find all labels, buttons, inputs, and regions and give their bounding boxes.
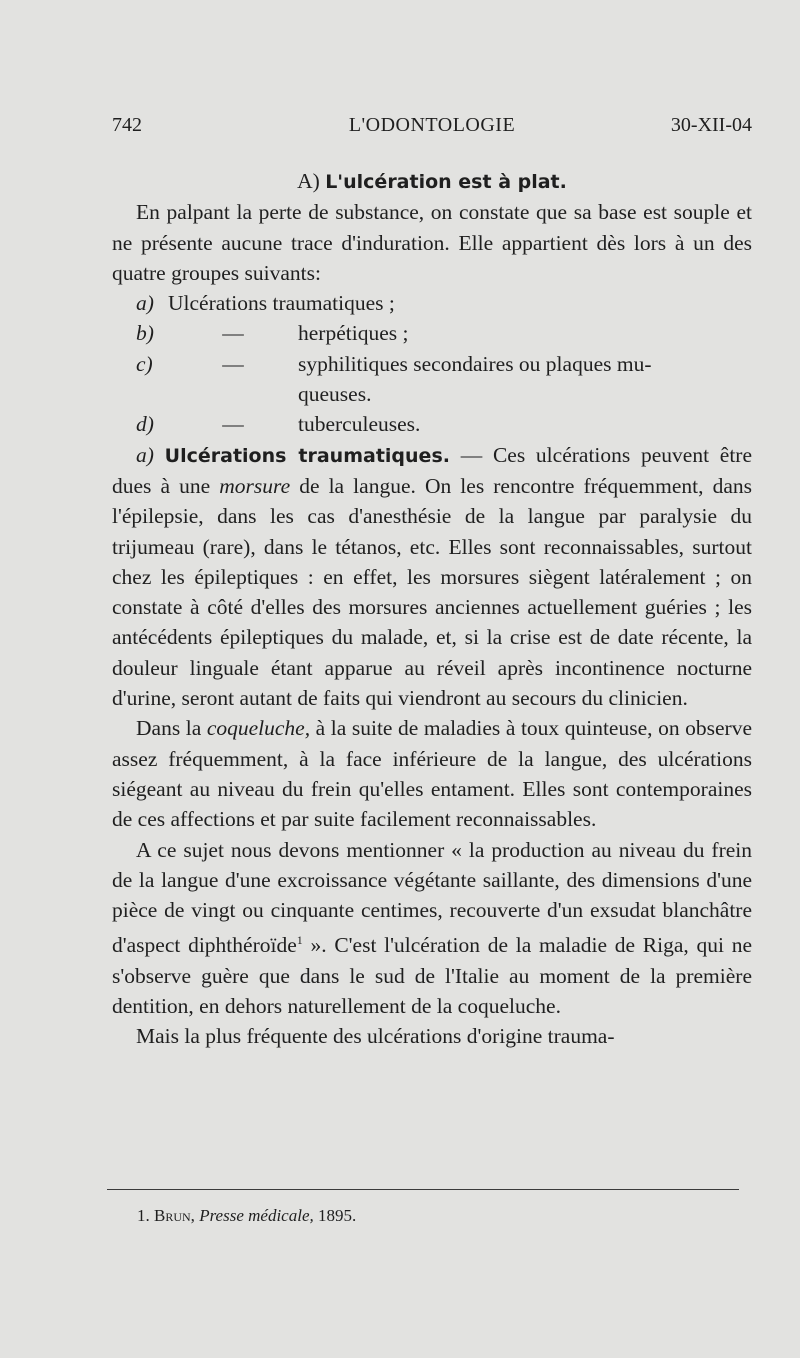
paragraph-text: ». C'est l'ulcération de la maladie de Riga, qui ne s'observe guère que dans le sud de l'Italie au moment de la première dentition, en dehors naturellement de la coqueluche. xyxy=(112,933,752,1019)
paragraph-last: Mais la plus fréquente des ulcérations d'origine trauma- xyxy=(136,1024,615,1049)
paragraph-coqueluche xyxy=(112,713,752,834)
list-item-dash: — xyxy=(222,321,244,346)
running-title: L'ODONTOLOGIE xyxy=(348,114,516,136)
list-item-text: syphilitiques secondaires ou plaques mu- xyxy=(298,351,652,376)
page-body xyxy=(112,166,752,1052)
list-item xyxy=(112,409,752,439)
emphasis: morsure xyxy=(219,473,291,498)
section-title: L'ulcération est à plat. xyxy=(325,171,567,193)
list-item-text: queuses. xyxy=(298,382,372,407)
section-label: A) xyxy=(297,169,320,193)
footnote-number: 1. xyxy=(137,1206,150,1225)
list-item-text: Ulcérations traumatiques ; xyxy=(168,291,395,316)
footnote-ref: 1 xyxy=(296,933,303,948)
footnote-author: Brun, xyxy=(154,1206,195,1225)
footnote-source: Presse médicale, xyxy=(199,1206,314,1225)
paragraph-text: — Ces ulcérations peuvent être dues à une xyxy=(112,442,753,498)
emphasis: coqueluche, xyxy=(206,716,311,741)
footnote-divider xyxy=(107,1189,739,1190)
list-item-continuation xyxy=(112,379,752,409)
list-item-text: herpétiques ; xyxy=(298,321,409,346)
paragraph-traumatic xyxy=(112,440,752,714)
issue-date: 30-XII-04 xyxy=(670,114,752,136)
paragraph-riga xyxy=(112,835,752,1022)
list-item xyxy=(112,349,752,379)
list-item-letter: b) xyxy=(136,321,154,346)
running-header xyxy=(112,114,752,142)
list-item-dash: — xyxy=(222,412,244,437)
page-number: 742 xyxy=(112,114,142,136)
groups-list xyxy=(112,288,752,439)
list-item-text: tuberculeuses. xyxy=(298,412,421,437)
intro-paragraph: En palpant la perte de substance, on constate que sa base est souple et ne présente aucune trace d'induration. Elle appartient dès lors à un des quatre groupes suivants: xyxy=(112,200,752,285)
list-item-letter: a) xyxy=(136,291,154,316)
section-heading xyxy=(112,166,752,197)
subsection-heading: Ulcérations traumatiques. xyxy=(164,444,450,467)
list-item-letter: c) xyxy=(136,351,153,376)
list-item xyxy=(112,318,752,348)
subsection-letter: a) xyxy=(136,442,154,467)
list-item xyxy=(112,288,752,318)
paragraph-text: de la langue. On les rencontre fréquemment, dans l'épilepsie, dans les cas d'anesthésie de la langue par paralysie du trijumeau (rare), dans le tétanos, etc. Elles sont reconnaissables, surtout chez les épileptiques : en effet, les morsures siègent latéralement ; on constate à côté d'elles des morsures anciennes actuellement guéries ; les antécédents épileptiques du malade, et, si la crise est de date récente, la douleur linguale étant apparue au réveil après incontinence nocturne d'urine, seront autant de faits qui viendront au secours du clinicien. xyxy=(112,473,752,711)
paragraph-text: A ce sujet nous devons mentionner « la production au niveau du frein de la langue d'une excroissance végétante saillante, des dimensions d'une pièce de vingt ou cinquante centimes, recouverte d'un exsudat blanchâtre d'aspect diphthéroïde xyxy=(112,837,752,958)
paragraph-text: à la suite de maladies à toux quinteuse, on observe assez fréquemment, à la face inférieure de la langue, des ulcérations siégeant au niveau du frein qu'elles entament. Elles sont contemporaines de ces affections et par suite facilement reconnaissables. xyxy=(112,716,752,832)
list-item-letter: d) xyxy=(136,412,154,437)
paragraph-text: Dans la xyxy=(136,716,207,741)
list-item-dash: — xyxy=(222,351,244,376)
footnote-year: 1895. xyxy=(318,1206,357,1225)
footnote xyxy=(137,1206,356,1226)
